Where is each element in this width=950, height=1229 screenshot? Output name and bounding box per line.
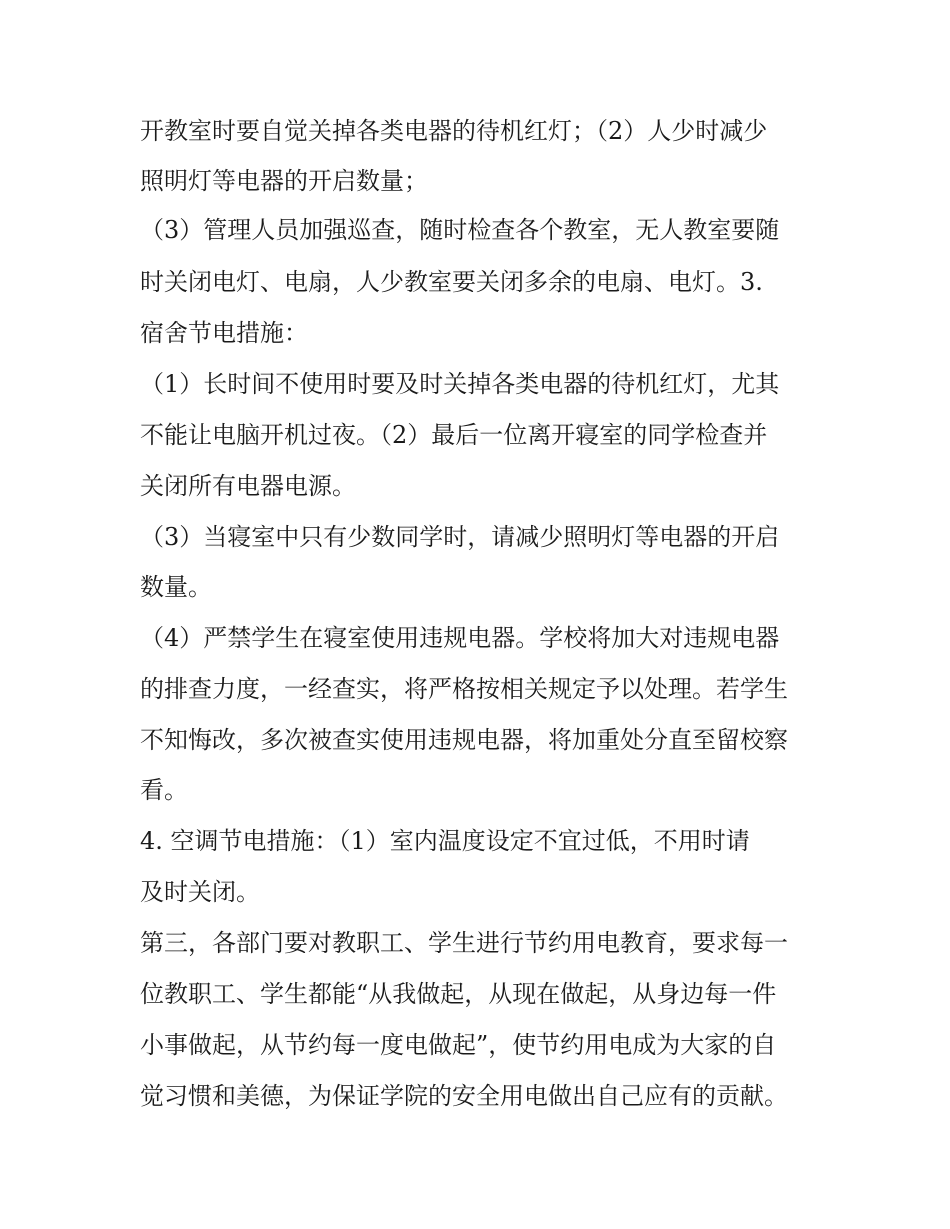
text-line: 关闭所有电器电源。 [140, 472, 356, 500]
text-line: （3）管理人员加强巡查，随时检查各个教室，无人教室要随 [140, 216, 780, 244]
text-line: 照明灯等电器的开启数量； [140, 167, 428, 195]
text-line: 及时关闭。 [140, 878, 260, 906]
text-line: 时关闭电灯、电扇，人少教室要关闭多余的电扇、电灯。3. [140, 268, 763, 296]
text-line: 觉习惯和美德，为保证学院的安全用电做出自己应有的贡献。 [140, 1082, 788, 1110]
text-line: （4）严禁学生在寝室使用违规电器。学校将加大对违规电器 [140, 624, 780, 652]
text-line: 看。 [140, 776, 188, 804]
text-line: 位教职工、学生都能“从我做起，从现在做起，从身边每一件 [140, 980, 777, 1008]
text-line: 数量。 [140, 573, 212, 601]
text-line: 4. 空调节电措施：（1）室内温度设定不宜过低，不用时请 [140, 827, 750, 855]
text-line: 不知悔改，多次被查实使用违规电器，将加重处分直至留校察 [140, 726, 788, 754]
text-line: （1）长时间不使用时要及时关掉各类电器的待机红灯，尤其 [140, 370, 780, 398]
text-line: 不能让电脑开机过夜。（2）最后一位离开寝室的同学检查并 [140, 421, 768, 449]
text-line: 宿舍节电措施： [140, 319, 308, 347]
text-line: （3）当寝室中只有少数同学时，请减少照明灯等电器的开启 [140, 523, 780, 551]
text-line: 的排查力度，一经查实，将严格按相关规定予以处理。若学生 [140, 675, 788, 703]
text-line: 第三，各部门要对教职工、学生进行节约用电教育，要求每一 [140, 929, 788, 957]
text-line: 开教室时要自觉关掉各类电器的待机红灯；（2）人少时减少 [140, 117, 768, 145]
text-line: 小事做起，从节约每一度电做起”，使节约用电成为大家的自 [140, 1031, 777, 1059]
